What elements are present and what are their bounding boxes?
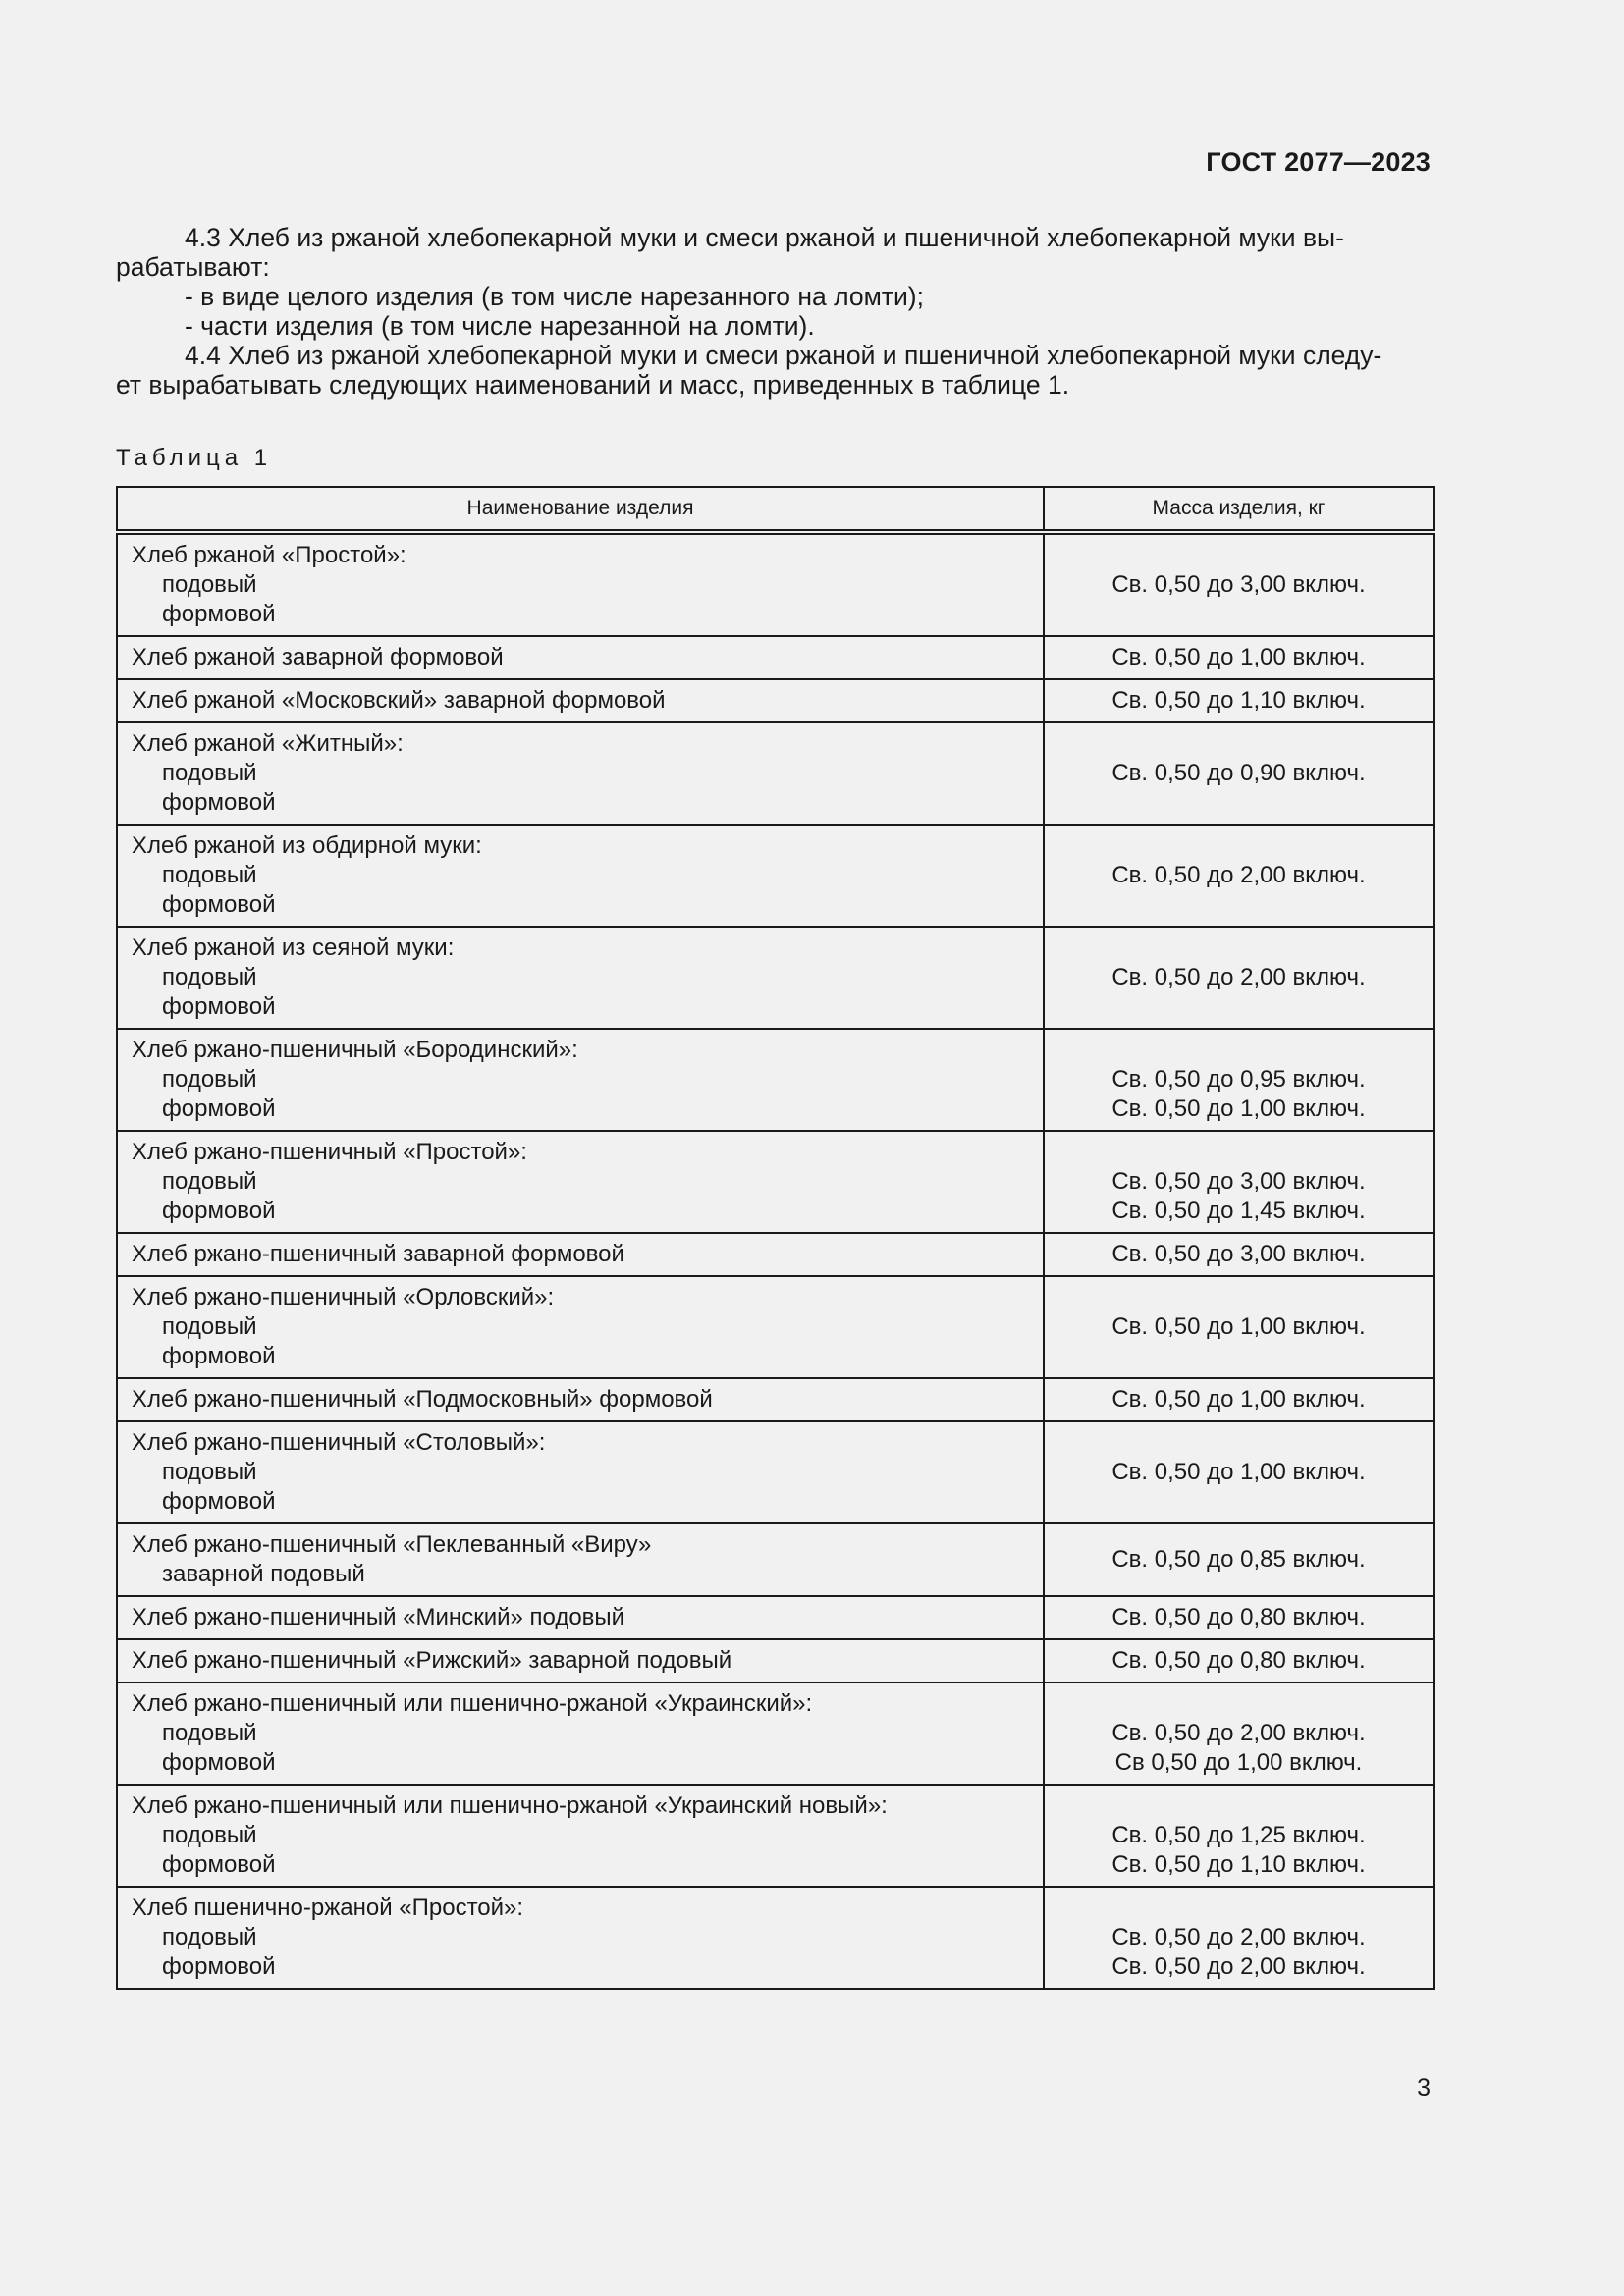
product-variant: формовой [162, 601, 276, 627]
product-mass-cell [1044, 722, 1434, 825]
product-variant: подовый [162, 1924, 257, 1950]
product-mass: Св. 0,50 до 1,45 включ. [1111, 1198, 1366, 1224]
product-name-cell [117, 1276, 1044, 1378]
product-mass: Св. 0,50 до 1,25 включ. [1111, 1822, 1366, 1848]
product-name-cell [117, 1029, 1044, 1131]
table-row [117, 1887, 1434, 1989]
product-name: Хлеб пшенично-ржаной «Простой»: [132, 1895, 524, 1921]
table-header-row [117, 487, 1434, 532]
table-row [117, 1596, 1434, 1639]
list-item: - части изделия (в том числе нарезанной на ломти). [185, 311, 815, 341]
table-row [117, 679, 1434, 722]
table-row [117, 1378, 1434, 1421]
product-mass-cell [1044, 1523, 1434, 1596]
product-name-cell [117, 1523, 1044, 1596]
document-code: ГОСТ 2077—2023 [1206, 147, 1431, 177]
product-mass-cell [1044, 1378, 1434, 1421]
product-name: Хлеб ржаной «Московский» заварной формовой [132, 687, 666, 714]
product-mass-cell [1044, 927, 1434, 1029]
product-mass-cell [1044, 1029, 1434, 1131]
column-header-mass: Масса изделия, кг [1044, 487, 1434, 532]
product-variant: формовой [162, 1749, 276, 1776]
product-mass: Св. 0,50 до 1,10 включ. [1111, 687, 1366, 714]
product-name: Хлеб ржаной «Житный»: [132, 730, 404, 757]
table-row [117, 1639, 1434, 1682]
product-variant: формовой [162, 1198, 276, 1224]
product-mass: Св 0,50 до 1,00 включ. [1114, 1749, 1363, 1776]
product-name: Хлеб ржано-пшеничный «Минский» подовый [132, 1604, 625, 1630]
product-variant: формовой [162, 1095, 276, 1122]
product-name-cell [117, 532, 1044, 636]
product-name-cell [117, 1131, 1044, 1233]
product-variant: формовой [162, 1343, 276, 1369]
product-mass: Св. 0,50 до 1,10 включ. [1111, 1851, 1366, 1878]
page-number: 3 [1417, 2074, 1431, 2102]
table-caption: Таблица 1 [116, 445, 273, 471]
product-variant: формовой [162, 1953, 276, 1980]
table-row [117, 1276, 1434, 1378]
product-variant: заварной подовый [162, 1561, 365, 1587]
product-mass-cell [1044, 1887, 1434, 1989]
table-row [117, 722, 1434, 825]
product-variant: формовой [162, 993, 276, 1020]
product-variant: подовый [162, 571, 257, 598]
product-mass-cell [1044, 1276, 1434, 1378]
paragraph-4-3 [116, 223, 1431, 282]
product-mass: Св. 0,50 до 1,00 включ. [1111, 1459, 1366, 1485]
paragraph-4-3-line-1: 4.3 Хлеб из ржаной хлебопекарной муки и смеси ржаной и пшеничной хлебопекарной муки вы- [185, 223, 1344, 252]
products-table [116, 486, 1435, 1990]
product-name: Хлеб ржано-пшеничный или пшенично-ржаной «Украинский новый»: [132, 1792, 888, 1819]
product-mass: Св. 0,50 до 2,00 включ. [1111, 964, 1366, 990]
product-name-cell [117, 722, 1044, 825]
table-row [117, 825, 1434, 927]
table-row [117, 1131, 1434, 1233]
product-mass-cell [1044, 1639, 1434, 1682]
product-mass: Св. 0,50 до 3,00 включ. [1111, 571, 1366, 598]
product-variant: подовый [162, 1313, 257, 1340]
product-variant: подовый [162, 760, 257, 786]
product-name: Хлеб ржано-пшеничный «Столовый»: [132, 1429, 546, 1456]
product-mass: Св. 0,50 до 0,80 включ. [1111, 1604, 1366, 1630]
product-mass-cell [1044, 825, 1434, 927]
paragraph-4-4 [116, 341, 1431, 400]
product-mass: Св. 0,50 до 1,00 включ. [1111, 1313, 1366, 1340]
product-variant: подовый [162, 1459, 257, 1485]
product-variant: формовой [162, 1851, 276, 1878]
product-mass: Св. 0,50 до 1,00 включ. [1111, 1386, 1366, 1413]
product-mass-cell [1044, 1421, 1434, 1523]
product-mass-cell [1044, 1233, 1434, 1276]
table-body [117, 532, 1434, 1989]
list-item: - в виде целого изделия (в том числе нарезанного на ломти); [185, 282, 924, 311]
product-mass: Св. 0,50 до 1,00 включ. [1111, 1095, 1366, 1122]
product-name-cell [117, 1421, 1044, 1523]
paragraph-4-3-line-2: рабатывают: [116, 252, 270, 282]
paragraph-4-4-line-1: 4.4 Хлеб из ржаной хлебопекарной муки и смеси ржаной и пшеничной хлебопекарной муки следу- [185, 341, 1382, 370]
product-name-cell [117, 825, 1044, 927]
paragraph-4-4-line-2: ет вырабатывать следующих наименований и масс, приведенных в таблице 1. [116, 370, 1070, 400]
product-mass-cell [1044, 1596, 1434, 1639]
product-name: Хлеб ржаной из сеяной муки: [132, 934, 455, 961]
product-variant: подовый [162, 964, 257, 990]
product-variant: формовой [162, 891, 276, 918]
product-name: Хлеб ржано-пшеничный заварной формовой [132, 1241, 624, 1267]
product-name: Хлеб ржано-пшеничный «Подмосковный» формовой [132, 1386, 713, 1413]
product-name: Хлеб ржано-пшеничный «Рижский» заварной подовый [132, 1647, 732, 1674]
product-name: Хлеб ржаной «Простой»: [132, 542, 406, 568]
product-name: Хлеб ржано-пшеничный «Бородинский»: [132, 1037, 578, 1063]
table-row [117, 1233, 1434, 1276]
table-row [117, 927, 1434, 1029]
body-text [116, 223, 1431, 400]
product-name: Хлеб ржано-пшеничный «Простой»: [132, 1139, 527, 1165]
product-mass-cell [1044, 532, 1434, 636]
product-mass: Св. 0,50 до 2,00 включ. [1111, 1924, 1366, 1950]
table-row [117, 532, 1434, 636]
product-name-cell [117, 1639, 1044, 1682]
table-row [117, 1523, 1434, 1596]
product-mass: Св. 0,50 до 0,90 включ. [1111, 760, 1366, 786]
product-mass: Св. 0,50 до 1,00 включ. [1111, 644, 1366, 670]
product-mass: Св. 0,50 до 2,00 включ. [1111, 1720, 1366, 1746]
product-mass-cell [1044, 636, 1434, 679]
product-name-cell [117, 636, 1044, 679]
product-mass: Св. 0,50 до 0,95 включ. [1111, 1066, 1366, 1093]
product-mass-cell [1044, 1682, 1434, 1785]
product-mass: Св. 0,50 до 2,00 включ. [1111, 1953, 1366, 1980]
product-mass-cell [1044, 1131, 1434, 1233]
product-name: Хлеб ржано-пшеничный «Пеклеванный «Виру» [132, 1531, 652, 1558]
product-name-cell [117, 1887, 1044, 1989]
product-variant: подовый [162, 862, 257, 888]
product-name-cell [117, 1233, 1044, 1276]
column-header-name: Наименование изделия [117, 487, 1044, 532]
product-variant: формовой [162, 1488, 276, 1515]
product-variant: подовый [162, 1822, 257, 1848]
product-name-cell [117, 1682, 1044, 1785]
product-variant: подовый [162, 1720, 257, 1746]
product-name-cell [117, 927, 1044, 1029]
product-name: Хлеб ржано-пшеничный или пшенично-ржаной «Украинский»: [132, 1690, 813, 1717]
product-name-cell [117, 1785, 1044, 1887]
product-name: Хлеб ржаной из обдирной муки: [132, 832, 482, 859]
table-row [117, 1785, 1434, 1887]
product-variant: подовый [162, 1066, 257, 1093]
product-mass: Св. 0,50 до 0,85 включ. [1111, 1546, 1366, 1573]
product-mass: Св. 0,50 до 0,80 включ. [1111, 1647, 1366, 1674]
product-name: Хлеб ржаной заварной формовой [132, 644, 504, 670]
product-name: Хлеб ржано-пшеничный «Орловский»: [132, 1284, 555, 1310]
table-row [117, 1421, 1434, 1523]
product-name-cell [117, 1378, 1044, 1421]
table-row [117, 636, 1434, 679]
product-name-cell [117, 679, 1044, 722]
product-name-cell [117, 1596, 1044, 1639]
product-mass-cell [1044, 679, 1434, 722]
table-row [117, 1029, 1434, 1131]
table-row [117, 1682, 1434, 1785]
product-mass: Св. 0,50 до 2,00 включ. [1111, 862, 1366, 888]
product-mass: Св. 0,50 до 3,00 включ. [1111, 1168, 1366, 1195]
product-mass: Св. 0,50 до 3,00 включ. [1111, 1241, 1366, 1267]
product-variant: формовой [162, 789, 276, 816]
product-variant: подовый [162, 1168, 257, 1195]
product-mass-cell [1044, 1785, 1434, 1887]
